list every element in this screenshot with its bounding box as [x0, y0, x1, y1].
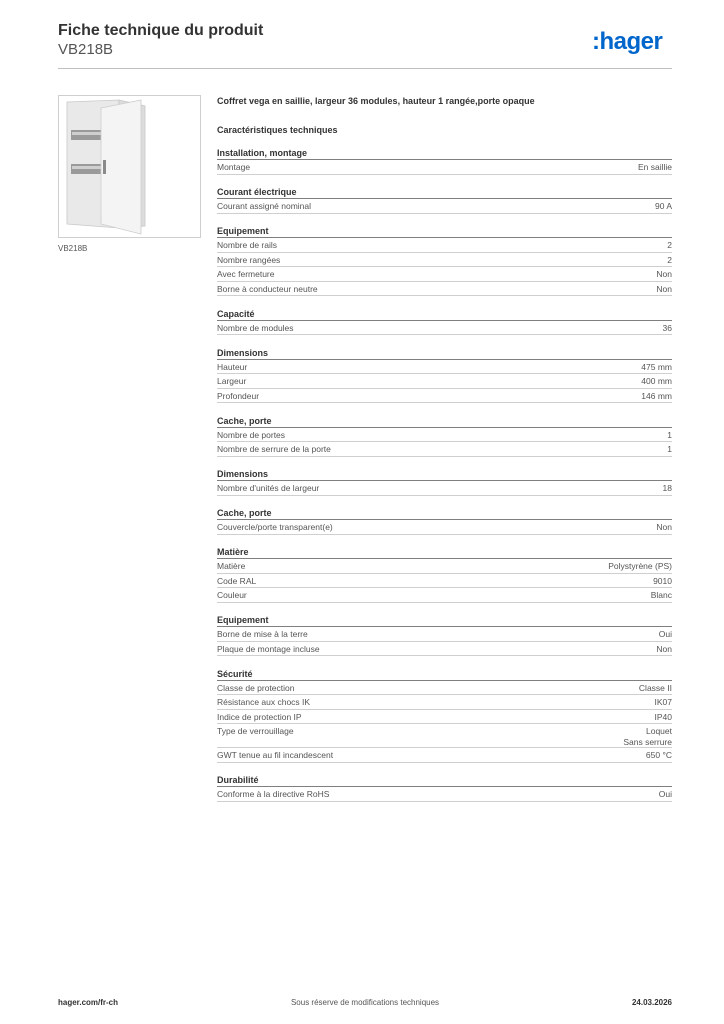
spec-label: Couleur [217, 590, 247, 600]
footer-date: 24.03.2026 [631, 998, 672, 1007]
spec-row [217, 695, 672, 710]
spec-label: Couvercle/porte transparent(e) [217, 522, 333, 532]
spec-value: Classe II [638, 682, 672, 693]
spec-label: Nombre de modules [217, 322, 294, 333]
spec-row [217, 374, 672, 389]
spec-group-title: Durabilité [217, 773, 672, 787]
spec-row [217, 724, 672, 748]
spec-label: Nombre de portes [217, 429, 286, 440]
spec-group [217, 346, 672, 404]
spec-value: 1 [667, 444, 672, 454]
spec-row [217, 360, 672, 375]
spec-row [217, 428, 672, 443]
spec-value: 400 mm [641, 376, 672, 386]
spec-value: 650 °C [645, 750, 672, 760]
spec-row [217, 627, 672, 642]
spec-value: Non [656, 643, 672, 654]
characteristics-heading: Caractéristiques techniques [217, 125, 338, 135]
spec-group-title: Cache, porte [217, 414, 672, 428]
spec-group [217, 467, 672, 496]
spec-value: Non [656, 283, 672, 294]
spec-label: Résistance aux chocs IK [217, 697, 311, 707]
spec-label: Borne à conducteur neutre [217, 283, 318, 294]
spec-value: 1 [667, 429, 672, 440]
spec-group-title: Equipement [217, 224, 672, 238]
spec-value: 2 [667, 240, 672, 250]
spec-row [217, 321, 672, 336]
spec-row [217, 253, 672, 268]
spec-value: IP40 [654, 711, 672, 722]
spec-row [217, 238, 672, 253]
page-title: Fiche technique du produit [58, 22, 264, 39]
spec-label: Classe de protection [217, 682, 295, 693]
product-reference: VB218B [58, 41, 114, 58]
spec-label: Profondeur [217, 390, 260, 401]
spec-label: Nombre rangées [217, 254, 281, 265]
spec-group [217, 185, 672, 214]
spec-group-title: Dimensions [217, 467, 672, 481]
spec-label: GWT tenue au fil incandescent [217, 750, 334, 760]
spec-row [217, 267, 672, 282]
spec-value: 36 [662, 322, 672, 333]
spec-label: Avec fermeture [217, 269, 275, 279]
spec-row [217, 681, 672, 696]
spec-group-title: Courant électrique [217, 185, 672, 199]
spec-group [217, 773, 672, 802]
spec-group [217, 545, 672, 603]
spec-group-title: Installation, montage [217, 146, 672, 160]
spec-value: Oui [658, 629, 672, 639]
spec-group-title: Capacité [217, 307, 672, 321]
spec-value: IK07 [654, 697, 672, 707]
spec-row [217, 199, 672, 214]
spec-value: 475 mm [641, 361, 672, 372]
spec-groups [217, 146, 672, 802]
spec-label: Plaque de montage incluse [217, 643, 320, 654]
image-caption: VB218B [58, 244, 88, 253]
spec-row [217, 574, 672, 589]
spec-row [217, 748, 672, 763]
spec-row [217, 710, 672, 725]
spec-label: Nombre d'unités de largeur [217, 483, 320, 493]
spec-value: 2 [667, 254, 672, 265]
spec-group [217, 613, 672, 656]
spec-group [217, 224, 672, 296]
spec-row [217, 642, 672, 657]
spec-row [217, 442, 672, 457]
spec-value: Polystyrène (PS) [608, 561, 672, 571]
footer-website: hager.com/fr-ch [58, 998, 119, 1007]
spec-label: Type de verrouillage [217, 726, 294, 736]
header-divider [58, 68, 672, 69]
enclosure-illustration [59, 96, 200, 237]
spec-value: Loquet Sans serrure [623, 726, 672, 747]
spec-group [217, 506, 672, 535]
spec-row [217, 282, 672, 297]
spec-group-title: Equipement [217, 613, 672, 627]
spec-label: Indice de protection IP [217, 711, 302, 722]
spec-row [217, 389, 672, 404]
spec-group [217, 307, 672, 336]
spec-row [217, 520, 672, 535]
spec-row [217, 481, 672, 496]
spec-label: Courant assigné nominal [217, 201, 312, 211]
spec-value: 90 A [654, 201, 672, 211]
spec-label: Conforme à la directive RoHS [217, 789, 330, 799]
spec-value: 18 [662, 483, 672, 493]
spec-value: En saillie [637, 162, 672, 172]
spec-label: Largeur [217, 376, 247, 386]
spec-group [217, 667, 672, 763]
spec-label: Hauteur [217, 361, 248, 372]
spec-row [217, 787, 672, 802]
spec-group-title: Dimensions [217, 346, 672, 360]
spec-group-title: Sécurité [217, 667, 672, 681]
spec-label: Code RAL [217, 575, 257, 586]
spec-content [217, 95, 672, 812]
spec-label: Nombre de serrure de la porte [217, 444, 331, 454]
footer-disclaimer: Sous réserve de modifications techniques [290, 998, 440, 1007]
spec-value: Non [656, 269, 672, 279]
spec-value: Oui [658, 789, 672, 799]
spec-group [217, 146, 672, 175]
spec-value: 9010 [653, 575, 672, 586]
spec-label: Montage [217, 162, 251, 172]
spec-label: Matière [217, 561, 246, 571]
spec-row [217, 588, 672, 603]
spec-group [217, 414, 672, 457]
spec-value: 146 mm [641, 390, 672, 401]
spec-value: Non [656, 522, 672, 532]
spec-group-title: Cache, porte [217, 506, 672, 520]
product-image [58, 95, 201, 238]
spec-row [217, 559, 672, 574]
spec-group-title: Matière [217, 545, 672, 559]
spec-value: Blanc [650, 590, 672, 600]
document-header [58, 21, 263, 59]
hager-logo: :hager [592, 28, 663, 55]
spec-label: Nombre de rails [217, 240, 277, 250]
product-description: Coffret vega en saillie, largeur 36 modules, hauteur 1 rangée,porte opaque [217, 96, 535, 106]
spec-row [217, 160, 672, 175]
spec-label: Borne de mise à la terre [217, 629, 308, 639]
